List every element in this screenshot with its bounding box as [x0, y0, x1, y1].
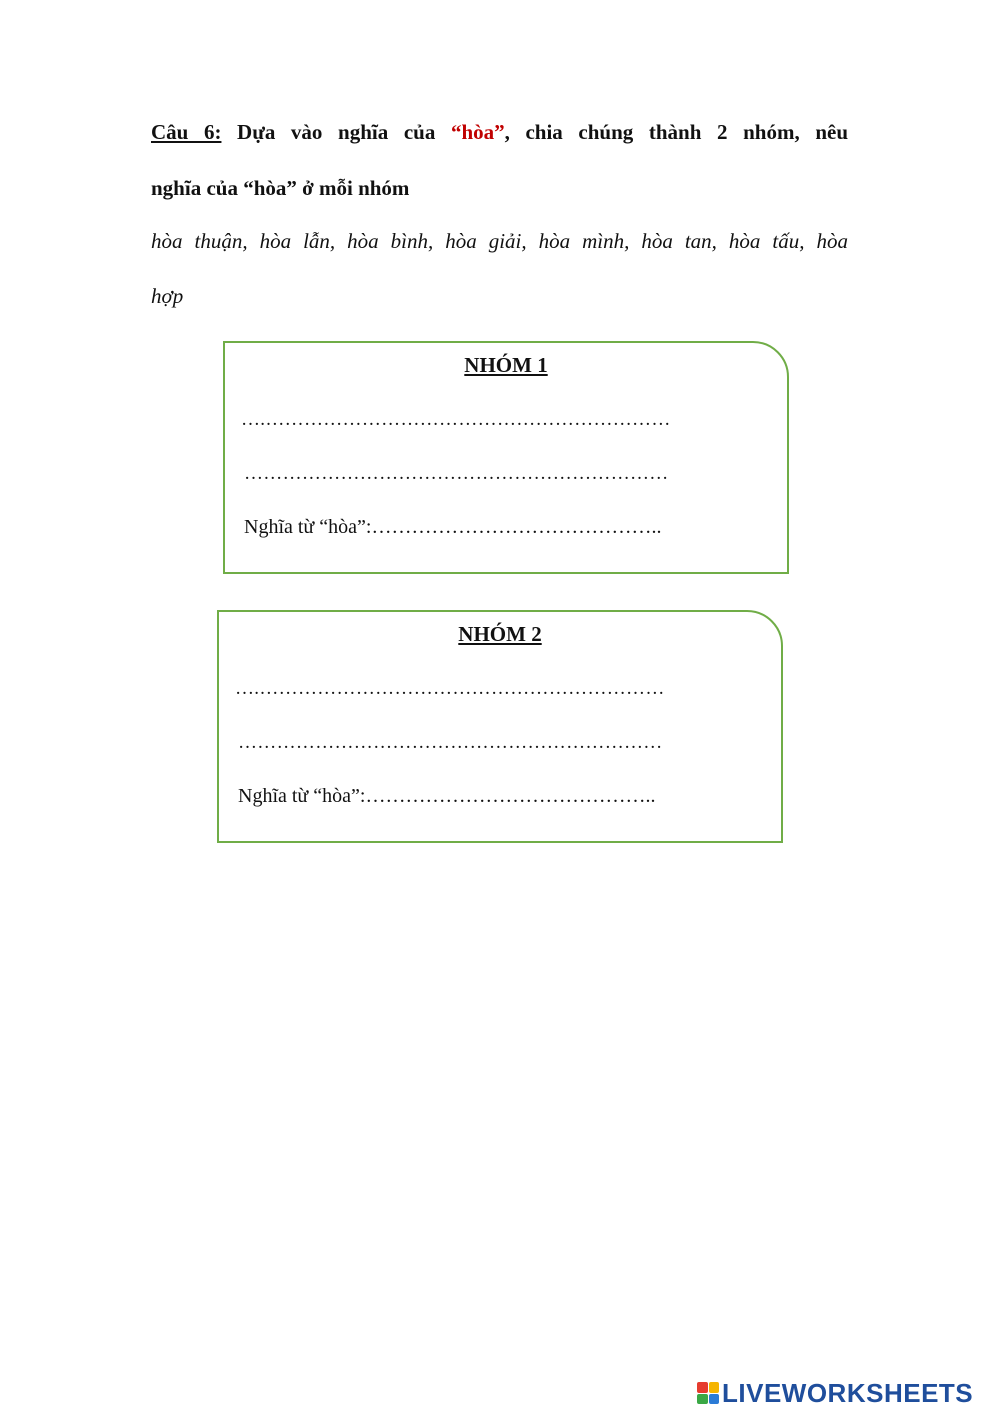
group-2-box	[217, 610, 783, 843]
word-list-line-2: hợp	[151, 284, 184, 308]
brand-text: LIVEWORKSHEETS	[722, 1377, 974, 1408]
logo-square-yellow	[709, 1382, 720, 1393]
group-2-meaning-line[interactable]: Nghĩa từ “hòa”:……………………………………..	[238, 785, 656, 807]
group-2-answer-line-1[interactable]: ….………………………………………………………	[235, 678, 665, 699]
group-1-title: NHÓM 1	[464, 353, 548, 377]
question-keyword: “hòa”	[450, 120, 505, 144]
word-list-line-1: hòa thuận, hòa lẫn, hòa bình, hòa giải, hòa mình, hòa tan, hòa tấu, hòa	[151, 229, 848, 253]
question-number: Câu 6:	[151, 120, 222, 144]
group-1-answer-line-1[interactable]: ….………………………………………………………	[241, 409, 671, 430]
group-2-title: NHÓM 2	[458, 622, 542, 646]
question-line-2: nghĩa của “hòa” ở mỗi nhóm	[151, 176, 410, 200]
liveworksheets-logo-icon	[697, 1382, 719, 1404]
group-2-answer-line-2[interactable]: …………………………………………………………	[238, 732, 663, 753]
logo-square-green	[697, 1394, 708, 1405]
question-intro: Dựa vào nghĩa của	[221, 120, 451, 144]
question-line-1	[151, 120, 848, 145]
group-1-meaning-line[interactable]: Nghĩa từ “hòa”:……………………………………..	[244, 516, 662, 538]
group-1-box	[223, 341, 789, 574]
group-1-answer-line-2[interactable]: …………………………………………………………	[244, 463, 669, 484]
liveworksheets-brand[interactable]	[697, 1378, 973, 1408]
logo-square-blue	[709, 1394, 720, 1405]
question-rest: , chia chúng thành 2 nhóm, nêu	[504, 120, 848, 144]
logo-square-red	[697, 1382, 708, 1393]
